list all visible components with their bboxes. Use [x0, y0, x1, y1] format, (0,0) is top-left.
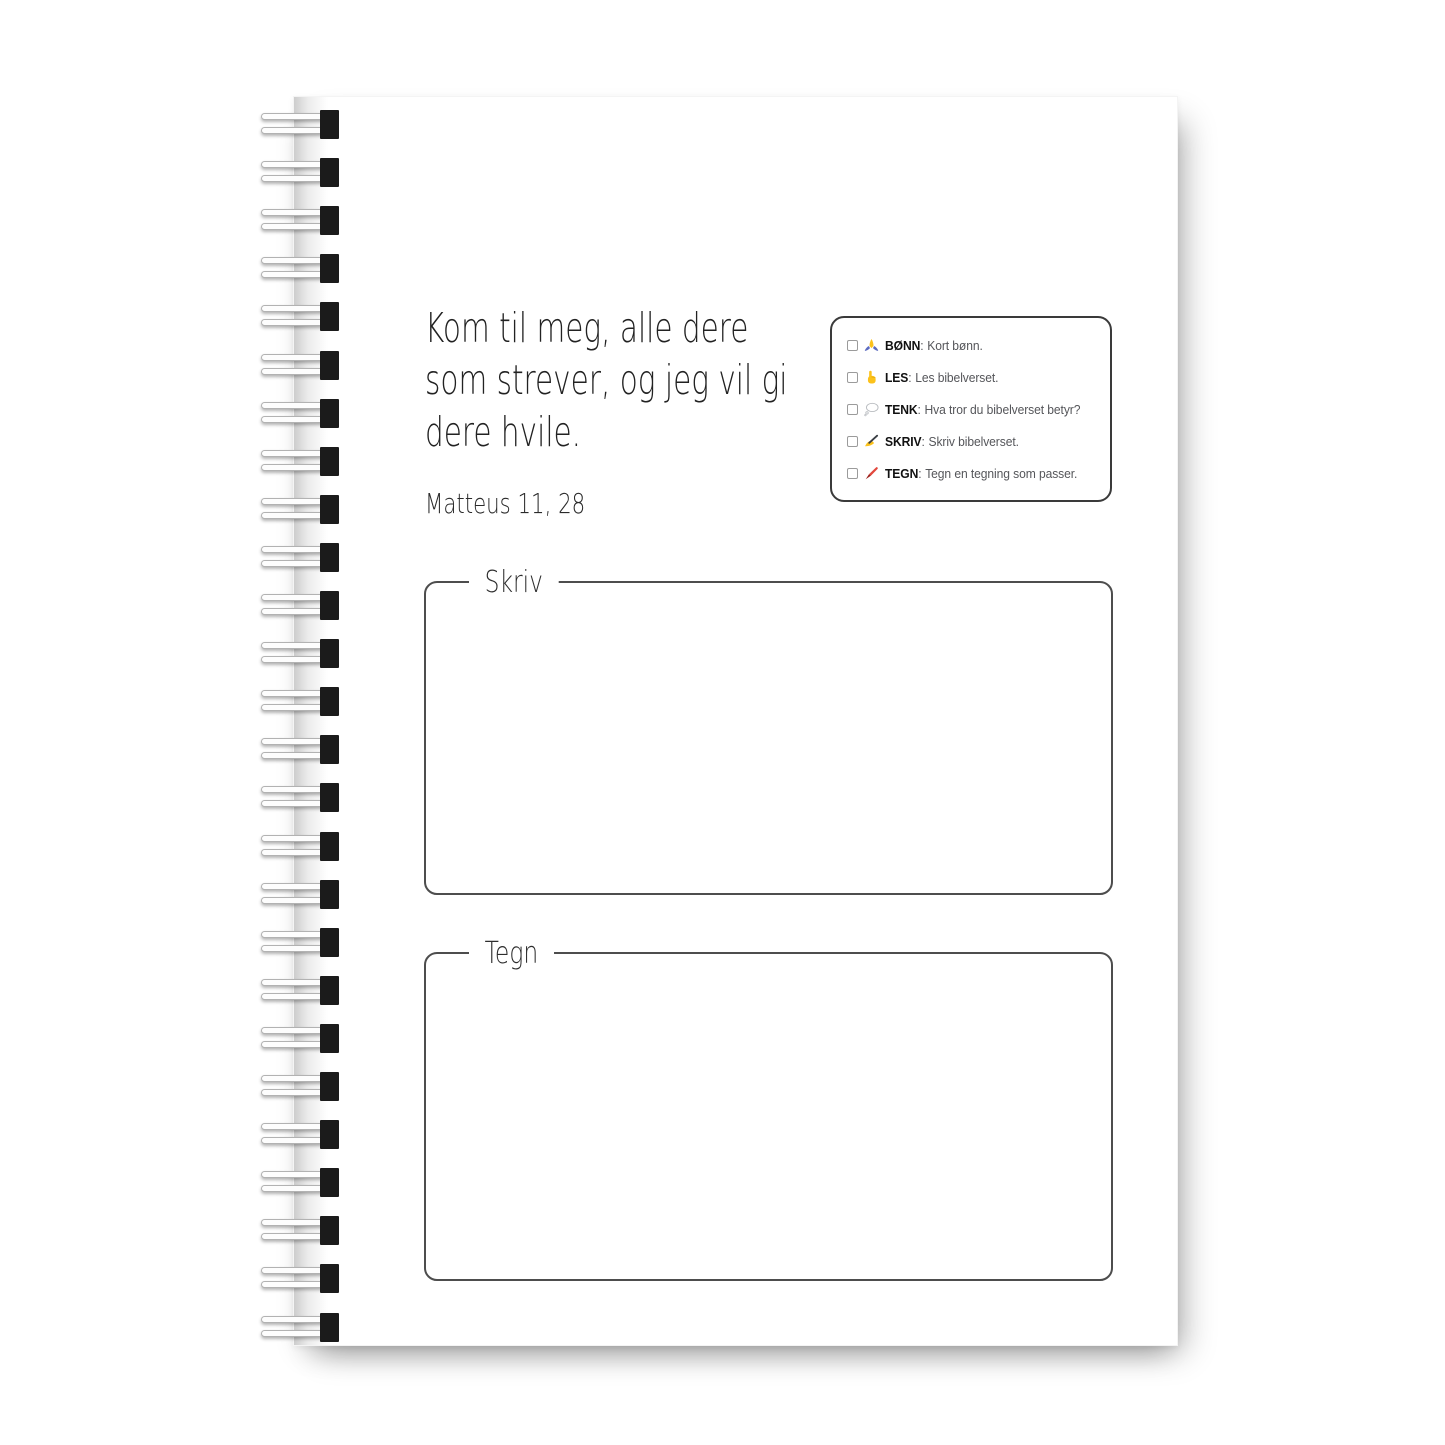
checklist-item-text: TEGN: Tegn en tegning som passer.	[885, 465, 1078, 481]
skriv-writing-area[interactable]	[432, 601, 1105, 887]
checklist-item-text: SKRIV: Skriv bibelverset.	[885, 433, 1019, 449]
tegn-section	[424, 936, 1113, 1281]
checklist-item-text: TENK: Hva tror du bibelverset betyr?	[885, 401, 1081, 417]
checkbox[interactable]	[847, 340, 858, 351]
checkbox[interactable]	[847, 468, 858, 479]
checklist-item-tenk	[847, 402, 1104, 417]
skriv-section	[424, 565, 1113, 895]
checkbox[interactable]	[847, 436, 858, 447]
tegn-section-label: Tegn	[469, 935, 554, 973]
checklist-item-tegn	[847, 466, 1104, 481]
verse-line: Kom til meg, alle dere	[425, 304, 749, 352]
page-binding-shadow	[294, 97, 328, 1345]
thought-balloon-icon	[864, 402, 879, 417]
red-pen-icon	[864, 466, 879, 481]
verse-line: som strever, og jeg vil gi	[425, 356, 788, 404]
checklist-item-text: LES: Les bibelverset.	[885, 369, 999, 385]
writing-hand-icon	[864, 434, 879, 449]
checklist-item-skriv	[847, 434, 1104, 449]
tegn-drawing-area[interactable]	[432, 972, 1105, 1273]
checklist-box	[830, 316, 1112, 502]
checklist-item-les	[847, 370, 1104, 385]
checkbox[interactable]	[847, 372, 858, 383]
point-up-icon	[864, 370, 879, 385]
skriv-section-label: Skriv	[469, 564, 559, 602]
checkbox[interactable]	[847, 404, 858, 415]
verse-line: dere hvile.	[425, 408, 582, 456]
verse-reference: Matteus 11, 28	[425, 487, 586, 520]
checklist-item-bonn	[847, 338, 1104, 353]
pray-icon	[864, 338, 879, 353]
checklist-item-text: BØNN: Kort bønn.	[885, 337, 983, 353]
